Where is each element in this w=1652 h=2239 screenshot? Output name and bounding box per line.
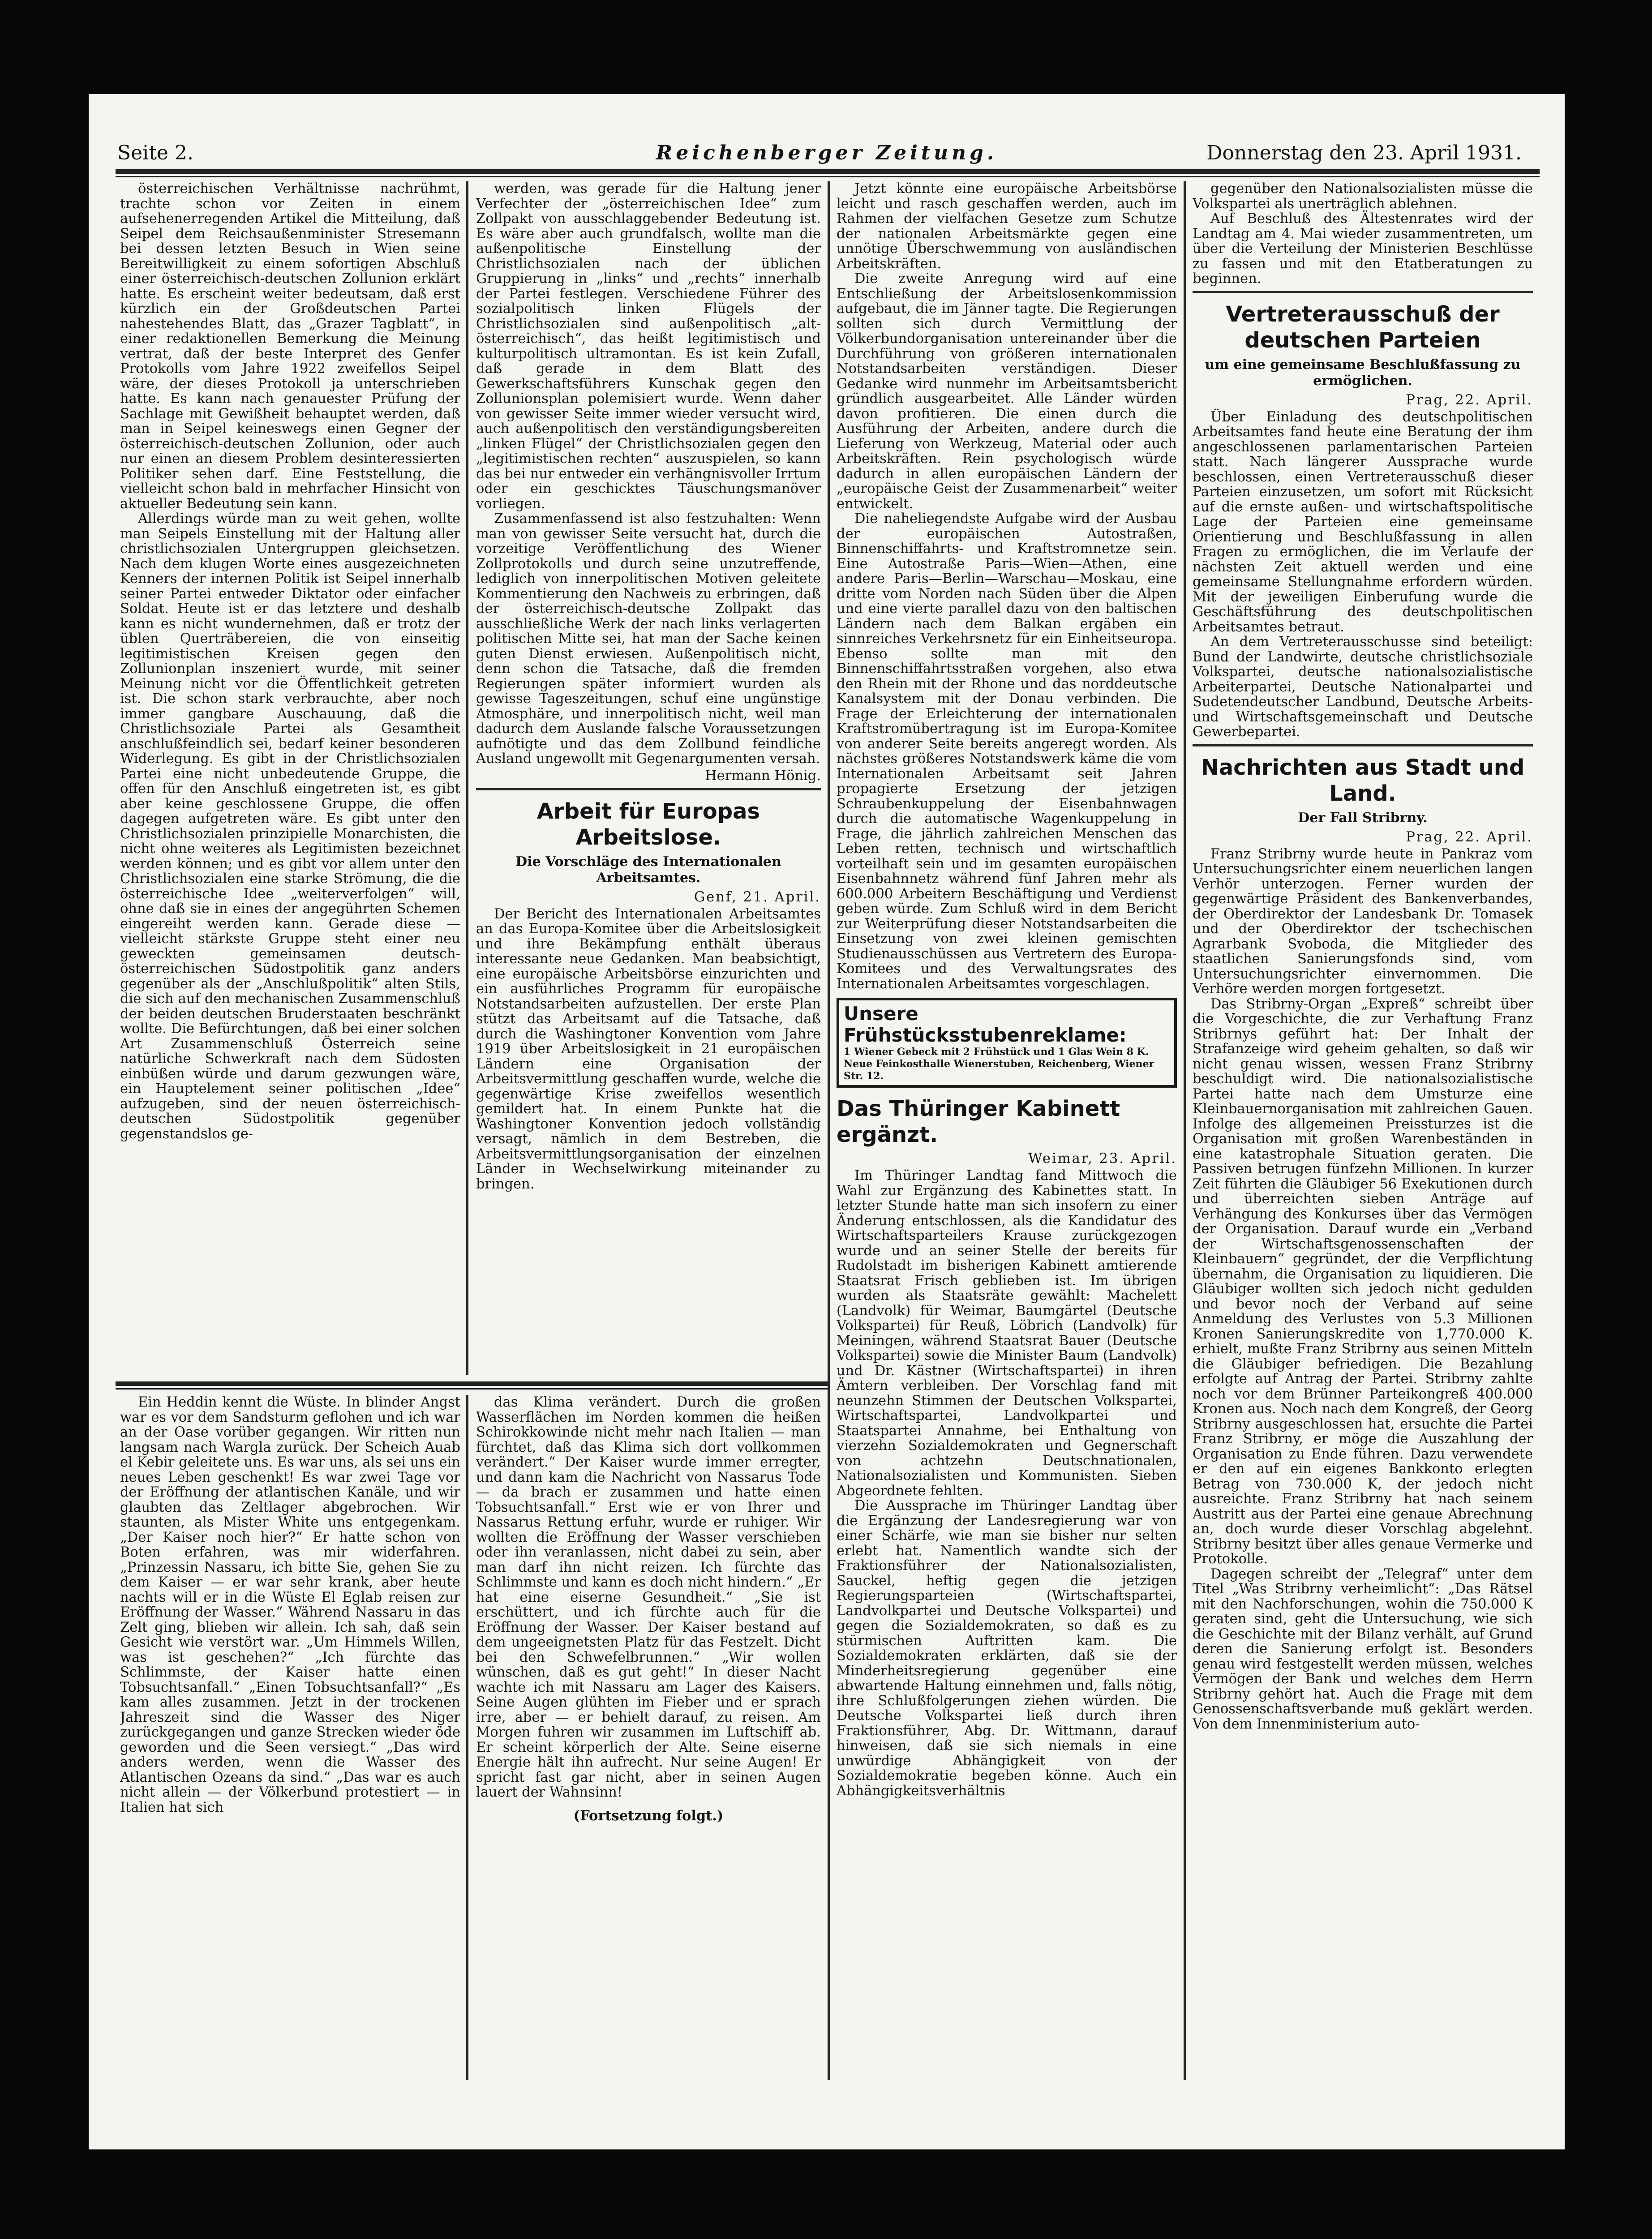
article-headline: Arbeit für Europas Arbeitslose. [536,798,760,850]
paragraph: An dem Vertreterausschusse sind beteiligt: Bund der Landwirte, deutsche christlichsoziale Volkspartei, deutsche nationalsozialistische Arbeiterpartei, Deutsche Nationalpartei und Sudetendeutscher Landbund, Deutsche Arbeits- und Wirtschaftsgemeinschaft und Deutsche Gewerbepartei. [1193,634,1533,740]
column-divider [466,181,468,1375]
paragraph: Jetzt könnte eine europäische Arbeitsbörse leicht und rasch geschaffen werden, auch im Rahmen der vielfachen Gesetze zum Schutze der nationalen Arbeitsmärkte gegen eine unnötige Überschwemmung von ausländischen Arbeitskräften. [837,181,1177,272]
section-headline: Nachrichten aus Stadt und Land. [1201,755,1525,806]
article-divider [476,788,821,790]
paragraph: werden, was gerade für die Haltung jener Verfechter der „österreichischen Idee“ zum Zollpakt von ausschlaggebender Bedeutung ist. Es wäre aber auch grundfalsch, wollte man die außenpolitische Einstellung der Christlichsozialen nach der üblichen Gruppierung in „links“ und „rechts“ innerhalb der Partei festlegen. Verschiedene Führer des sozialpolitisch linken Flügels der Christlichsozialen sind außenpolitisch „alt-österreichisch“, das heißt legitimistisch und kulturpolitisch ultramontan. Es ist kein Zufall, daß gerade in dem Blatt des Gewerkschaftsführers Kunschak gegen den Zollunionsplan polemisiert wurde. Wenn daher von gewisser Seite immer wieder versucht wird, auch außenpolitisch den verständigungsbereiten „linken Flügel“ der Christlichsozialen gegen den „legitimistischen rechten“ auszuspielen, so kann das bei nur entweder ein verhängnisvoller Irrtum oder ein geschicktes Täuschungsmanöver vorliegen. [476,181,821,512]
paragraph: Die Aussprache im Thüringer Landtag über die Ergänzung der Landesregierung war von einer Schärfe, wie man sie bisher nur selten erlebt hat. Namentlich wandte sich der Fraktionsführer der Nationalsozialisten, Sauckel, heftig gegen die jetzigen Regierungsparteien (Wirtschaftspartei, Landvolkpartei und Deutsche Volkspartei) und gegen die Sozialdemokraten, so daß es zu stürmischen Auftritten kam. Die Sozialdemokraten erklärten, daß sie der Minderheitsregierung gegenüber eine abwartende Haltung einnehmen und, falls nötig, ihre Schlußfolgerungen ziehen würden. Die Deutsche Volkspartei ließ durch ihren Fraktionsführer, Abg. Dr. Wittmann, darauf hinweisen, daß sie sich niemals in eine unwürdige Abhängigkeit von der Sozialdemokratie begeben könne. Auch ein Abhängigkeitsverhältnis [837,1498,1177,1799]
issue-date: Donnerstag den 23. April 1931. [1206,142,1522,164]
column-divider [1184,181,1186,2080]
feuilleton-column-2 [476,1395,821,2082]
paragraph: Auf Beschluß des Ältestenrates wird der Landtag am 4. Mai wieder zusammentreten, um über die Verteilung der Ministerien Beschlüsse zu fassen und mit den Etatberatungen zu beginnen. [1193,211,1533,287]
paragraph: Ein Heddin kennt die Wüste. In blinder Angst war es vor dem Sandsturm geflohen und ich war an der Oase vorüber gegangen. Wir ritten nun langsam nach Wargla zurück. Der Scheich Auab el Kebir geleitete uns. Es war uns, als sei uns ein neues Leben geschenkt! Es war zwei Tage vor der Eröffnung der atlantischen Kanäle, und wir glaubten das Zeltlager abgebrochen. Wir staunten, als Mister White uns entgegenkam. „Der Kaiser noch hier?“ Er hatte schon von Boten erfahren, was mir widerfahren. „Prinzessin Nassaru, ich bitte Sie, gehen Sie zu dem Kaiser — er war sehr krank, aber heute nachts will er in die Wüste El Eglab reisen zur Eröffnung der Wasser.“ Während Nassaru in das Zelt ging, blieben wir allein. Ich sah, daß sein Gesicht wie verstört war. „Um Himmels Willen, was ist geschehen?“ „Ich fürchte das Schlimmste, der Kaiser hatte einen Tobsuchtsanfall.“ „Einen Tobsuchtsanfall?“ „Es kam alles zusammen. Jetzt in der trockenen Jahreszeit sind die Wasser des Niger zurückgegangen und ganze Strecken wieder öde geworden und die Seen versiegt.“ „Das wird anders werden, wenn die Wasser des Atlantischen Ozeans da sind.“ „Das war es auch nicht allein — der Völkerbund protestiert — in Italien hat sich [120,1395,460,1815]
article-divider [1193,291,1533,293]
column-divider [828,181,830,2080]
column-divider [466,1395,468,2080]
feuilleton-column-1 [120,1395,460,2082]
advertisement-title: Unsere Frühstücksstubenreklame: [844,1003,1127,1046]
article-headline: Das Thüringer Kabinett ergänzt. [837,1096,1120,1147]
article-subheadline: Der Fall Stribrny. [1298,810,1428,826]
article-dateline: Weimar, 23. April. [1028,1151,1177,1167]
article-subheadline: um eine gemeinsame Beschlußfassung zu ermöglichen. [1205,356,1521,389]
paragraph: Allerdings würde man zu weit gehen, wollte man Seipels Einstellung mit der Haltung aller christlichsozialen Untergruppen gleichsetzen. Nach dem klugen Worte eines ausgezeichneten Kenners der internen Politik ist Seipel innerhalb seiner Partei entweder Diktator oder einfacher Soldat. Heute ist er das letztere und deshalb kann es nicht wundernehmen, daß er trotz der üblen Querträbereien, die von einseitig legitimistischen Kreisen gegen den Zollunionplan inszeniert wurde, mit seiner Meinung nicht vor die Öffentlichkeit getreten ist. Die schon stark verbrauchte, aber noch immer gangbare Auschauung, daß die Christlichsoziale Partei als Gesamtheit anschlußfeindlich sei, bedarf keiner besonderen Widerlegung. Es gibt in der Christlichsozialen Partei eine nicht unbedeutende Gruppe, die offen für den Anschluß eingetreten ist, es gibt aber keine geschlossene Gruppe, die offen dagegen aufgetreten wäre. Es gibt unter den Christlichsozialen prinzipielle Monarchisten, die nicht ohne weiteres als Legitimisten bezeichnet werden können; und es gibt vor allem unter den Christlichsozialen eine starke Strömung, die die österreichische Idee „weiterverfolgen“ will, ohne daß sie in eines der angegührten Schemen eingereiht werden kann. Gerade diese — vielleicht stärkste Gruppe steht einer neu geweckten gemeinsamen deutsch-österreichischen Südostpolitik ganz anders gegenüber als der „Anschlußpolitik“ alten Stils, die sich auf den mechanischen Zusammenschluß der beiden deutschen Bruderstaaten beschränkt wollte. Die Befürchtungen, daß bei einer solchen Art Zusammenschluß Österreich seine natürliche Schwerkraft nach dem Südosten einbüßen würde und darum gezwungen wäre, ein Hauptelement seiner politischen „Idee“ aufzugeben, sind der neuen österreichisch-deutschen Südostpolitik gegenüber gegenstandslos ge- [120,511,460,1142]
paragraph: Über Einladung des deutschpolitischen Arbeitsamtes fand heute eine Beratung der ihm angeschlossenen parlamentarischen Parteien statt. Nach längerer Aussprache wurde beschlossen, einen Vertreterausschuß dieser Parteien einzusetzen, um sofort mit Rücksicht auf die ernste außen- und wirtschaftspolitische Lage der Parteien eine gemeinsame Orientierung und Beschlußfassung in allen Fragen zu ermöglichen, die im Verlaufe der nächsten Zeit aktuell werden und eine gemeinsame Stellungnahme erfordern würden. Mit der jeweiligen Einberufung wurde die Geschäftsführung des deutschpolitischen Arbeitsamtes betraut. [1193,409,1533,635]
newspaper-masthead: Reichenberger Zeitung. [656,142,998,164]
article-dateline: Genf, 21. April. [694,889,821,905]
header-rule-thin [116,176,1540,177]
continuation-note: (Fortsetzung folgt.) [573,1807,724,1824]
article-divider [1193,744,1533,746]
article-dateline: Prag, 22. April. [1406,392,1533,408]
paragraph: Der Bericht des Internationalen Arbeitsamtes an das Europa-Komitee über die Arbeitslosigkeit und ihre Bekämpfung enthält überaus interessante neue Gedanken. Man beabsichtigt, eine europäische Arbeitsbörse einzurichten und ein ausführliches Programm für europäische Notstandsarbeiten aufzustellen. Der erste Plan stützt das Arbeitsamt auf die Tatsache, daß durch die Washingtoner Konvention vom Jahre 1919 über Arbeitslosigkeit in 21 europäischen Ländern eine Organisation der Arbeitsvermittlung geschaffen wurde, welche die gegenwärtige Krise zweifellos wesentlich gemildert hat. In einem Punkte hat die Washingtoner Konvention jedoch vollständig versagt, nämlich in dem Bestreben, die Arbeitsvermittlungsorganisation der einzelnen Länder in Wechselwirkung miteinander zu bringen. [476,906,821,1192]
feuilleton-rule-thin [116,1388,828,1390]
newspaper-page [89,94,1565,2149]
advertisement-text: 1 Wiener Gebeck mit 2 Frühstück und 1 Glas Wein 8 K. Neue Feinkosthalle Wienerstuben, Reichenberg, Wiener Str. 12. [844,1046,1154,1082]
paragraph: Im Thüringer Landtag fand Mittwoch die Wahl zur Ergänzung des Kabinettes statt. In letzter Stunde hatte man sich insofern zu einer Änderung entschlossen, als die Kandidatur des Wirtschaftsparteilers Krause zurückgezogen wurde und an seiner Stelle der bereits für Rudolstadt im bisherigen Kabinett amtierende Staatsrat Frisch geblieben ist. Im übrigen wurden als Staatsräte gewählt: Machelett (Landvolk) für Weimar, Baumgärtel (Deutsche Volkspartei) für Reuß, Löbrich (Landvolk) für Meiningen, während Staatsrat Bauer (Deutsche Volkspartei) sowie die Minister Baum (Landvolk) und Dr. Kästner (Wirtschaftspartei) in ihren Ämtern verbleiben. Der Vorschlag fand mit neunzehn Stimmen der Deutschen Volkspartei, Wirtschaftspartei, Landvolkpartei und Staatspartei Annahme, bei Enthaltung von vierzehn Sozialdemokraten und Gegnerschaft von achtzehn Deutschnationalen, Nationalsozialisten und Kommunisten. Sieben Abgeordnete fehlten. [837,1168,1177,1499]
advertisement-box [837,998,1177,1088]
paragraph: gegenüber den Nationalsozialisten müsse die Volkspartei als unerträglich ablehnen. [1193,181,1533,212]
paragraph: Franz Stribrny wurde heute in Pankraz vom Untersuchungsrichter einem neuerlichen langen Verhör unterzogen. Ferner wurden der gegenwärtige Präsident des Bankenverbandes, der Oberdirektor der Landesbank Dr. Tomasek und der Oberdirektor der tschechischen Agrarbank Svoboda, die Mitglieder des staatlichen Sanierungsfonds sind, vom Untersuchungsrichter einvernommen. Die Verhöre werden morgen fortgesetzt. [1193,846,1533,997]
article-headline: Vertreterausschuß der deutschen Parteien [1226,301,1500,353]
column-4 [1193,181,1533,2080]
paragraph: Die zweite Anregung wird auf eine Entschließung der Arbeitslosenkommission aufgebaut, die im Jänner tagte. Die Regierungen sollten sich durch Vermittlung der Völkerbundorganisation untereinander über die Durchführung von größeren internationalen Notstandsarbeiten verständigen. Dieser Gedanke wird nunmehr im Arbeitsamtsbericht gründlich ausgearbeitet. Alle Länder würden davon profitieren. Die einen durch die Ausführung der Arbeiten, andere durch die Lieferung von Werkzeug, Material oder auch Arbeitskräften. Rein psychologisch würde dadurch in allen europäischen Ländern der „europäische Geist der Zusammenarbeit“ weiter entwickelt. [837,271,1177,512]
header-rule [116,169,1540,174]
column-2 [476,181,821,1373]
paragraph: österreichischen Verhältnisse nachrühmt, trachte schon vor Zeiten in einem aufsehenerregenden Artikel die Mitteilung, daß Seipel dem Reichsaußenminister Stresemann bei dessen letzten Besuch in Wien seine Bereitwilligkeit zu einem sofortigen Abschluß einer österreichisch-deutschen Zollunion erklärt hatte. Es erscheint weiter bedeutsam, daß erst kürzlich ein der Großdeutschen Partei nahestehendes Blatt, das „Grazer Tagblatt“, in einer redaktionellen Bemerkung die Meinung vertrat, daß der beste Interpret des Genfer Protokolls vom Jahre 1922 zweifellos Seipel wäre, der dieses Protokoll ja unterschrieben hatte. Es kann nach genauester Prüfung der Sachlage mit Gewißheit behauptet werden, daß man in Seipel keineswegs einen Gegner der österreichisch-deutschen Zollunion, oder auch nur einen an diesem Problem desinteressierten Politiker sehen darf. Eine Feststellung, die vielleicht schon bald in mehrfacher Hinsicht von aktueller Bedeutung sein kann. [120,181,460,512]
feuilleton-rule [116,1381,828,1386]
article-subheadline: Die Vorschläge des Internationalen Arbeitsamtes. [515,854,781,886]
paragraph: Zusammenfassend ist also festzuhalten: Wenn man von gewisser Seite versucht hat, durch die vorzeitige Veröffentlichung des Wiener Zollprotokolls und durch seine unzutreffende, lediglich von innerpolitischen Motiven geleitete Kommentierung den Nachweis zu erbringen, daß der österreichisch-deutsche Zollpakt das ausschließliche Werk der nach links verlagerten politischen Mitte sei, hat man der Sache keinen guten Dienst erwiesen. Außenpolitisch nicht, denn schon die Tatsache, daß die fremden Regierungen später informiert wurden als gewisse Tageszeitungen, schuf eine ungünstige Atmosphäre, und innerpolitisch nicht, weil man dadurch dem Auslande falsche Voraussetzungen aufnötigte und das dem Zollbund feindliche Ausland ungewollt mit Gegenargumenten versah. [476,511,821,767]
paragraph: Das Stribrny-Organ „Expreß“ schreibt über die Vorgeschichte, die zur Verhaftung Franz Stribrnys geführt hat: Der Inhalt der Strafanzeige wird geheim gehalten, so daß wir nicht genau wissen, wessen Franz Stribrny beschuldigt wird. Die nationalsozialistische Partei hatte nach dem Umsturze eine Kleinbauernorganisation mit zahlreichen Gauen. Infolge des allgemeinen Preissturzes ist die Organisation mit großen Warenbeständen in eine katastrophale Situation geraten. Die Passiven betrugen fünfzehn Millionen. In kurzer Zeit führten die Gläubiger 56 Exekutionen durch und überreichten sieben Anträge auf Verhängung des Konkurses über das Vermögen der Organisation. Darauf wurde ein „Verband der Wirtschaftsgenossenschaften der Kleinbauern“ gegründet, der die Verpflichtung übernahm, die Organisation zu liquidieren. Die Gläubiger wollten sich jedoch nicht gedulden und bevor noch der Verband auf seine Anmeldung des Verlustes von 5.3 Millionen Kronen Sanierungskredite von 1,770.000 K. erhielt, mußte Franz Stribrny aus seinen Mitteln die Gläubiger befriedigen. Die Bezahlung erfolgte auf Antrag der Partei. Stribrny zahlte noch vor dem Brünner Parteikongreß 400.000 Kronen aus. Noch nach dem Kongreß, der Georg Stribrny ausgeschlossen hat, ersuchte die Partei Franz Stribrny, er möge die Auszahlung der Organisation zu Ende führen. Dazu verwendete er den auf ein eigenes Bankkonto erlegten Betrag von 730.000 K, der jedoch nicht ausreichte. Franz Stribrny hat nach seinem Austritt aus der Partei eine genaue Abrechnung an, doch wurde dieser Vorschlag abgelehnt. Stribrny besitzt über alles genaue Vermerke und Protokolle. [1193,996,1533,1567]
paragraph: das Klima verändert. Durch die großen Wasserflächen im Norden kommen die heißen Schirokkowinde nicht mehr nach Italien — man fürchtet, daß das Klima sich dort vollkommen verändert.“ Der Kaiser wurde immer erregter, und dann kam die Nachricht von Nassarus Tode — da brach er zusammen und hatte einen Tobsuchtsanfall.“ Erst wie er von Ihrer und Nassarus Rettung erfuhr, wurde er ruhiger. Wir wollten die Eröffnung der Wasser verschieben oder ihn veranlassen, nicht dabei zu sein, aber man darf ihn nicht reizen. Ich fürchte das Schlimmste und kann es doch nicht hindern.“ „Er hat eine eiserne Gesundheit.“ „Sie ist erschüttert, und ich fürchte auch für die Eröffnung der Wasser. Der Kaiser bestand auf dem ungeeignetsten Platz für das Festzelt. Dicht bei den Schwefelbrunnen.“ „Wir wollen wünschen, daß es gut geht!“ In dieser Nacht wachte ich mit Nassaru am Lager des Kaisers. Seine Augen glühten im Fieber und er sprach irre, aber — er behielt darauf, zu reisen. Am Morgen fuhren wir zusammen im Luftschiff ab. Er scheint körperlich der Alte. Seine eiserne Energie hält ihn aufrecht. Nur seine Augen! Er spricht fast gar nicht, aber in seinen Augen lauert der Wahnsinn! [476,1395,821,1800]
column-3 [837,181,1177,2080]
author-byline: Hermann Hönig. [705,768,821,784]
page-number: Seite 2. [117,142,193,164]
paragraph: Die naheliegendste Aufgabe wird der Ausbau der europäischen Autostraßen, Binnenschiffahrts- und Kraftstromnetze sein. Eine Autostraße Paris—Wien—Athen, eine andere Paris—Berlin—Warschau—Moskau, eine dritte vom Norden nach Süden über die Alpen und eine vierte parallel dazu von den baltischen Ländern nach dem Balkan ergäben ein sinnreiches Verkehrsnetz für ein Einheitseuropa. Ebenso sollte man mit den Binnenschiffahrtsstraßen vorgehen, also etwa den Rhein mit der Rhone und das norddeutsche Kanalsystem mit der Donau verbinden. Die Frage der Erleichterung der internationalen Kraftstromübertragung ist im Europa-Komitee von anderer Seite bereits angeregt worden. Als nächstes größeres Notstandswerk käme die vom Internationalen Arbeitsamt seit Jahren propagierte Ersetzung der jetzigen Schraubenkuppelung der Eisenbahnwagen durch die automatische Wagenkuppelung in Frage, die jährlich zahlreichen Menschen das Leben retten, technisch und wirtschaftlich vorteilhaft sein und im gesamten europäischen Eisenbahnnetz während fünf Jahren mehr als 600.000 Arbeitern Beschäftigung und Verdienst geben würde. Zum Schluß wird in dem Bericht zur Weiterprüfung dieser Notstandsarbeiten die Einsetzung von zwei kleinen gemischten Studienausschüssen aus Vertretern des Europa-Komitees und des Verwaltungsrates des Internationalen Arbeitsamtes vorgeschlagen. [837,511,1177,992]
paragraph: Dagegen schreibt der „Telegraf“ unter dem Titel „Was Stribrny verheimlicht“: „Das Rätsel mit den Nachforschungen, wohin die 750.000 K geraten sind, geht die Untersuchung, wie sich die Geschichte mit der Bilanz verhält, auf Grund deren die Sanierung erfolgt ist. Besonders genau wird festgestellt werden müssen, welches Vermögen der Bank und welches dem Herrn Stribrny gehört hat. Auch die Frage mit dem Genossenschaftsverbande muß geklärt werden. Von dem Innenministerium auto- [1193,1566,1533,1732]
article-dateline: Prag, 22. April. [1406,829,1533,845]
column-1 [120,181,460,1379]
